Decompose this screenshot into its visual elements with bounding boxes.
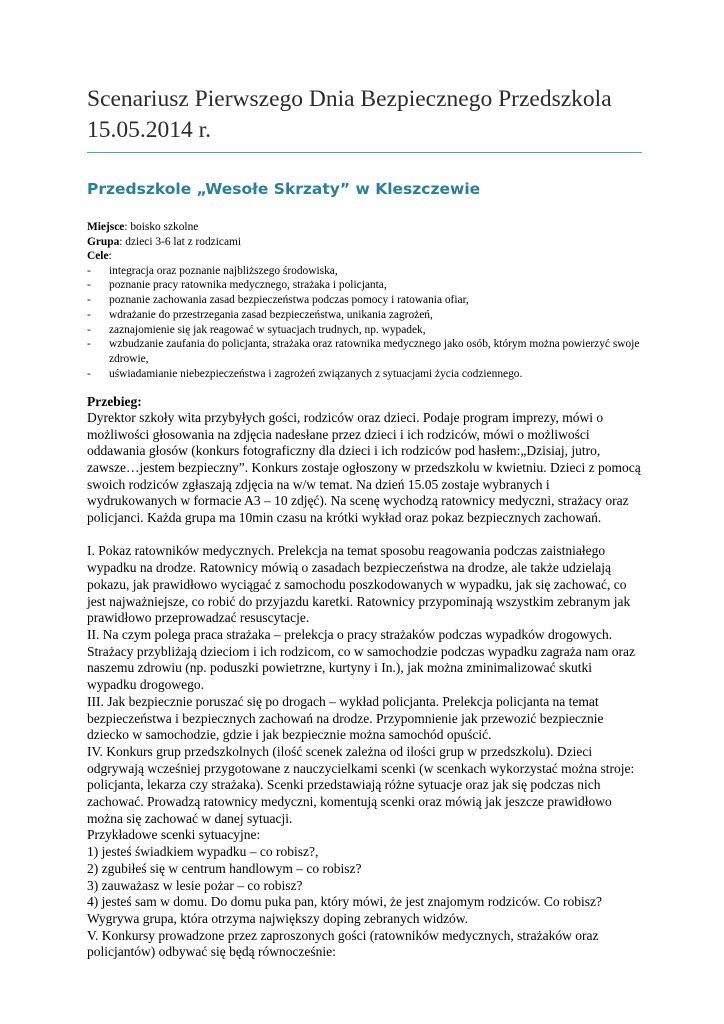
- place-label: Miejsce: [87, 221, 125, 233]
- list-item: - uświadamianie niebezpieczeństwa i zagrożeń związanych z sytuacjami życia codziennego.: [87, 367, 642, 382]
- section-paragraph: Wygrywa grupa, która otrzyma największy doping zebranych widzów.: [87, 910, 469, 926]
- goals-label: Cele: [87, 250, 109, 262]
- place-line: [87, 220, 642, 235]
- section-paragraph: I. Pokaz ratowników medycznych. Prelekcja na temat sposobu reagowania podczas zaistniałego wypadku na drodze. Ratownicy mówią o zasadach bezpieczeństwa na drodze, ale także udzielają pokazu, jak prawidłowo wyciągać z samochodu poszkodowanych w wypadku, jak się zachować, co jest najważniejsze, co robić do przyjazdu karetki. Ratownicy przypominają wszystkim zebranym jak prawidłowo przeprowadzać resuscytacje.: [87, 543, 631, 626]
- list-item: - poznanie zachowania zasad bezpieczeństwa podczas pomocy i ratowania ofiar,: [87, 293, 642, 308]
- document-page: [87, 84, 642, 961]
- section-paragraph: III. Jak bezpiecznie poruszać się po drogach – wykład policjanta. Prelekcja policjanta na temat bezpieczeństwa i bezpiecznych zachowań na drodze. Przypomnienie jak przewozić bezpiecznie dziecko w samochodzie, gdzie i jak bezpiecznie można samochód opuścić.: [87, 693, 604, 743]
- list-item: - wdrażanie do przestrzegania zasad bezpieczeństwa, unikania zagrożeń,: [87, 308, 642, 323]
- section-paragraph: IV. Konkurs grup przedszkolnych (ilość scenek zależna od ilości grup w przedszkolu). Dzieci odgrywają wcześniej przygotowane z nauczycielkami scenki (w scenkach wykorzystać można stroje: policjanta, lekarza czy strażaka). Scenki przedstawiają różne sytuacje oraz jak się podczas nich zachować. Prowadzą ratownicy medyczni, komentują scenki oraz mówią jak jeszcze prawidłowo można się zachować w danej sytuacji.: [87, 743, 635, 826]
- list-item: - wzbudzanie zaufania do policjanta, strażaka oraz ratownika medycznego jako osób, którym można powierzyć swoje zdrowie,: [87, 337, 642, 367]
- section-paragraph: 2) zgubiłeś się w centrum handlowym – co robisz?: [87, 860, 362, 876]
- goals-line: [87, 249, 642, 264]
- group-line: [87, 235, 642, 250]
- section-paragraph: II. Na czym polega praca strażaka – prelekcja o pracy strażaków podczas wypadków drogowych. Strażacy przybliżają dzieciom i ich rodzicom, co w samochodzie podczas wypadku zagraża nam oraz naszemu zdrowiu (np. poduszki powietrzne, kurtyny i In.), jak można zminimalizować skutki wypadku drogowego.: [87, 627, 636, 693]
- goals-list: [87, 264, 642, 382]
- section-paragraph: Przykładowe scenki sytuacyjne:: [87, 827, 261, 843]
- section-paragraph: 3) zauważasz w lesie pożar – co robisz?: [87, 877, 303, 893]
- section-paragraph: 1) jesteś świadkiem wypadku – co robisz?,: [87, 844, 319, 860]
- page-title: Scenariusz Pierwszego Dnia Bezpiecznego Przedszkola 15.05.2014 r.: [87, 84, 642, 153]
- list-item: - poznanie pracy ratownika medycznego, strażaka i policjanta,: [87, 278, 642, 293]
- section-paragraph: V. Konkursy prowadzone przez zaproszonych gości (ratowników medycznych, strażaków oraz policjantów) odbywać się będą równocześnie:: [87, 927, 599, 960]
- list-item: - zaznajomienie się jak reagować w sytuacjach trudnych, np. wypadek,: [87, 323, 642, 338]
- meta-block: [87, 220, 642, 264]
- przebieg-heading: Przebieg:: [87, 393, 142, 409]
- intro-paragraph: Dyrektor szkoły wita przybyłych gości, rodziców oraz dzieci. Podaje program imprezy, mówi o możliwości głosowania na zdjęcia nadesłane przez dzieci i ich rodziców, mówi o możliwości oddawania głosów (konkurs fotograficzny dla dzieci i ich rodziców pod hasłem:„Dzisiaj, jutro, zawsze…jestem bezpieczny”. Konkurs zostaje ogłoszony w przedszkolu w kwietniu. Dzieci z pomocą swoich rodziców zgłaszają zdjęcia na w/w temat. Na dzień 15.05 zostaje wybranych i wydrukowanych w formacie A3 – 10 zdjęć). Na scenę wychodzą ratownicy medyczni, strażacy oraz policjanci. Każda grupa ma 10min czasu na krótki wykład oraz pokaz bezpiecznych zachowań.: [87, 409, 641, 526]
- body-text: [87, 410, 642, 961]
- page-subtitle: Przedszkole „Wesołe Skrzaty” w Kleszczewie: [87, 180, 481, 198]
- group-value: : dzieci 3-6 lat z rodzicami: [119, 235, 242, 248]
- place-value: : boisko szkolne: [124, 221, 199, 233]
- list-item: - integracja oraz poznanie najbliższego środowiska,: [87, 264, 642, 279]
- goals-suffix: :: [108, 250, 112, 262]
- group-label: Grupa: [87, 235, 120, 248]
- section-paragraph: 4) jesteś sam w domu. Do domu puka pan, który mówi, że jest znajomym rodziców. Co robisz?: [87, 894, 603, 910]
